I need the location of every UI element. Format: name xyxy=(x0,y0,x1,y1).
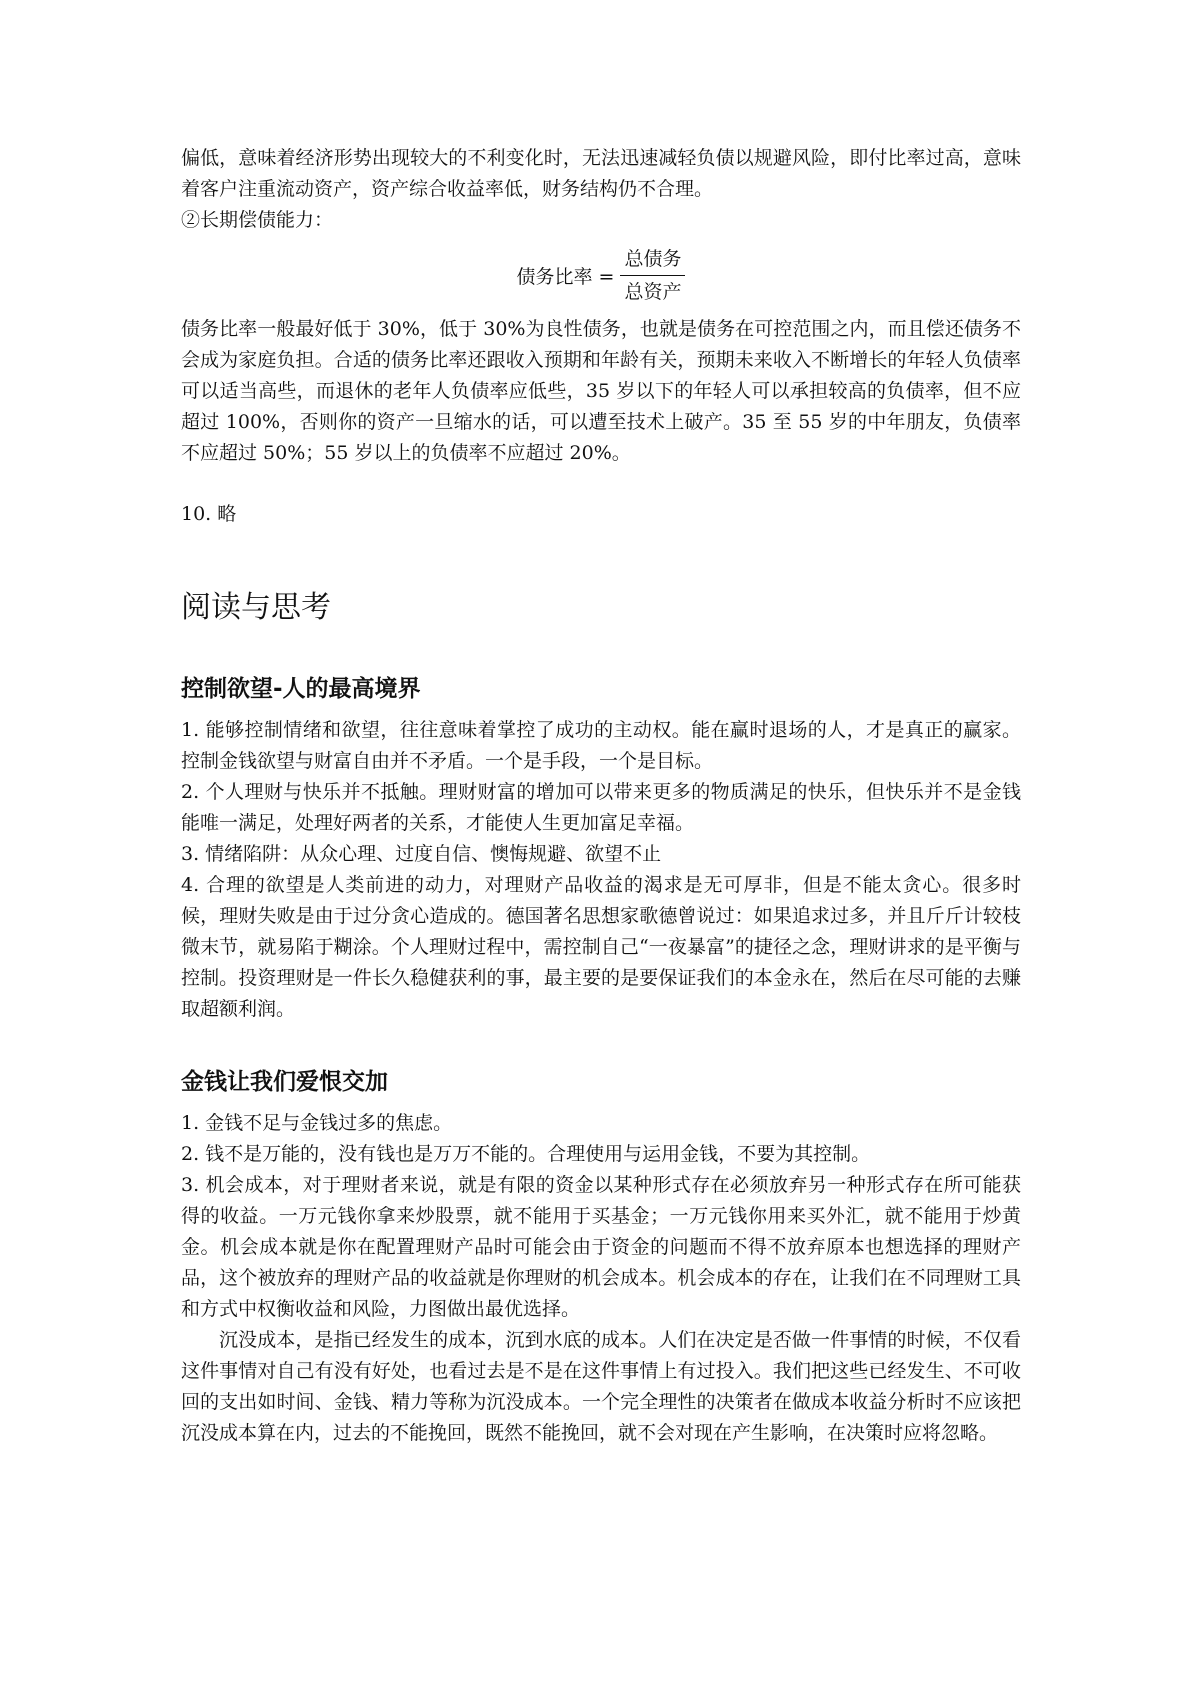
formula-lhs: 债务比率 = xyxy=(516,265,615,288)
sub1-item: 1. 能够控制情绪和欲望，往往意味着掌控了成功的主动权。能在赢时退场的人，才是真正的赢家。控制金钱欲望与财富自由并不矛盾。一个是手段，一个是目标。 xyxy=(181,719,1021,772)
sub2-item: 1. 金钱不足与金钱过多的焦虑。 xyxy=(181,1112,453,1134)
formula-fraction xyxy=(620,246,685,305)
formula-numerator: 总债务 xyxy=(624,247,682,270)
sub1-item: 2. 个人理财与快乐并不抵触。理财财富的增加可以带来更多的物质满足的快乐，但快乐并不是金钱能唯一满足，处理好两者的关系，才能使人生更加富足幸福。 xyxy=(181,781,1021,834)
sub2-item: 2. 钱不是万能的，没有钱也是万万不能的。合理使用与运用金钱，不要为其控制。 xyxy=(181,1143,871,1165)
debt-ratio-formula xyxy=(181,244,1021,306)
page-content xyxy=(181,143,1021,1449)
subsection-title-1: 控制欲望-人的最高境界 xyxy=(181,676,421,702)
intro-paragraph-2: ②长期偿债能力： xyxy=(181,209,334,231)
spacer xyxy=(181,469,1021,499)
sub2-item: 3. 机会成本，对于理财者来说，就是有限的资金以某种形式存在必须放弃另一种形式存在所可能获得的收益。一万元钱你拿来炒股票，就不能用于买基金；一万元钱你用来买外汇，就不能用于炒黄金。机会成本就是你在配置理财产品时可能会由于资金的问题而不得不放弃原本也想选择的理财产品，这个被放弃的理财产品的收益就是你理财的机会成本。机会成本的存在，让我们在不同理财工具和方式中权衡收益和风险，力图做出最优选择。 xyxy=(181,1174,1021,1320)
formula-denominator: 总资产 xyxy=(624,280,682,303)
sub2-paragraph: 沉没成本，是指已经发生的成本，沉到水底的成本。人们在决定是否做一件事情的时候，不仅看这件事情对自己有没有好处，也看过去是不是在这件事情上有过投入。我们把这些已经发生、不可收回的支出如时间、金钱、精力等称为沉没成本。一个完全理性的决策者在做成本收益分析时不应该把沉没成本算在内，过去的不能挽回，既然不能挽回，就不会对现在产生影响，在决策时应将忽略。 xyxy=(181,1329,1021,1444)
intro-paragraph-4: 10. 略 xyxy=(181,503,237,525)
intro-paragraph-1: 偏低，意味着经济形势出现较大的不利变化时，无法迅速减轻负债以规避风险，即付比率过高，意味着客户注重流动资产，资产综合收益率低，财务结构仍不合理。 xyxy=(181,147,1021,200)
section-title: 阅读与思考 xyxy=(181,590,331,625)
subsection-title-2: 金钱让我们爱恨交加 xyxy=(181,1069,388,1095)
sub1-item: 3. 情绪陷阱：从众心理、过度自信、懊悔规避、欲望不止 xyxy=(181,843,662,865)
sub1-item: 4. 合理的欲望是人类前进的动力，对理财产品收益的渴求是无可厚非，但是不能太贪心。很多时候，理财失败是由于过分贪心造成的。德国著名思想家歌德曾说过：如果追求过多，并且斤斤计较枝微末节，就易陷于糊涂。个人理财过程中，需控制自己“一夜暴富”的捷径之念，理财讲求的是平衡与控制。投资理财是一件长久稳健获利的事，最主要的是要保证我们的本金永在，然后在尽可能的去赚取超额利润。 xyxy=(181,874,1021,1020)
intro-paragraph-3: 债务比率一般最好低于 30%，低于 30%为良性债务，也就是债务在可控范围之内，而且偿还债务不会成为家庭负担。合适的债务比率还跟收入预期和年龄有关，预期未来收入不断增长的年轻人负债率可以适当高些，而退休的老年人负债率应低些，35 岁以下的年轻人可以承担较高的负债率，但不应超过 100%，否则你的资产一旦缩水的话，可以遭至技术上破产。35 至 55 岁的中年朋友，负债率不应超过 50%；55 岁以上的负债率不应超过 20%。 xyxy=(181,318,1021,464)
